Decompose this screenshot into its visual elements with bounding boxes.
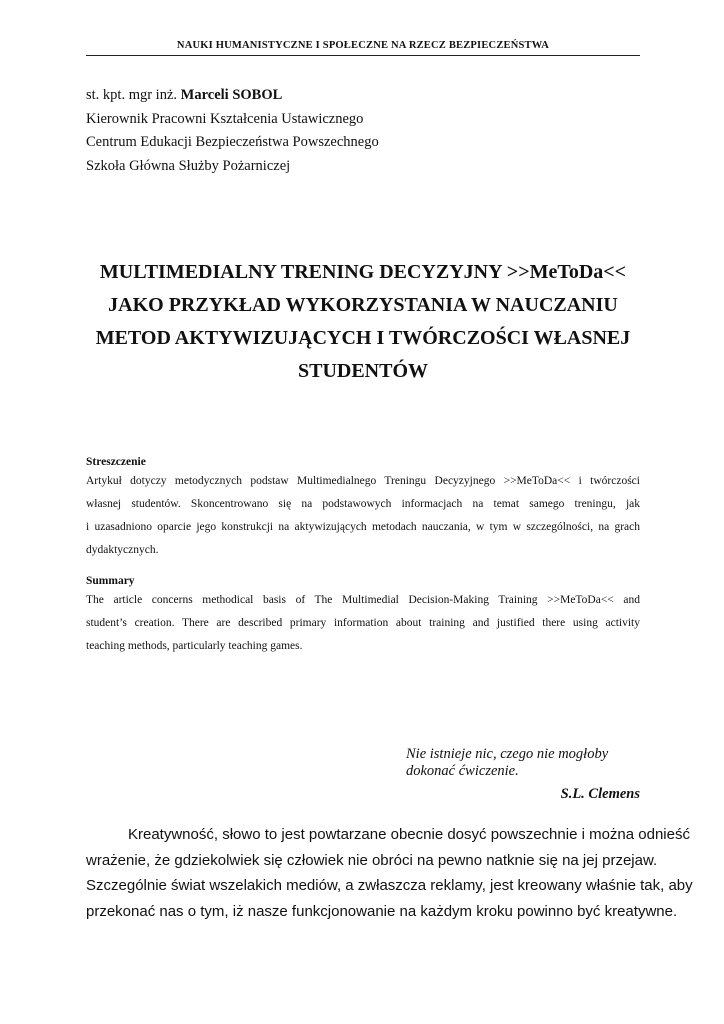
abstract-en-heading: Summary	[86, 575, 135, 587]
abstract-pl-line: Artykuł dotyczy metodycznych podstaw Multimedialnego Treningu Decyzyjnego >>MeToDa<< i twórczości	[86, 475, 640, 487]
abstract-pl-body	[86, 470, 640, 562]
abstract-pl-line: i uzasadniono oparcie jego konstrukcji na aktywizujących metodach nauczania, w tym w szczególności, na grach	[86, 521, 640, 533]
body-line: Szczególnie świat wszelakich mediów, a zwłaszcza reklamy, jest kreowany właśnie tak, aby	[86, 877, 693, 894]
epigraph	[406, 746, 640, 803]
abstract-english	[86, 573, 640, 658]
article-title	[86, 256, 640, 388]
author-prefix: st. kpt. mgr inż.	[86, 87, 181, 103]
title-line: STUDENTÓW	[297, 360, 429, 382]
body-paragraph	[86, 822, 693, 924]
affiliation-center: Centrum Edukacji Bezpieczeństwa Powszechnego	[86, 134, 379, 150]
author-line	[86, 84, 646, 108]
body-line: przekonać nas o tym, iż nasze funkcjonowanie na każdym kroku powinno być kreatywne.	[86, 902, 678, 920]
affiliation-position: Kierownik Pracowni Kształcenia Ustawicznego	[86, 110, 364, 127]
abstract-pl-line: własnej studentów. Skoncentrowano się na podstawowych informacjach na temat samego treningu, jak	[86, 498, 640, 510]
body-line: Kreatywność, słowo to jest powtarzane obecnie dosyć powszechnie i można odnieść	[128, 826, 690, 843]
affiliation-school: Szkoła Główna Służby Pożarniczej	[86, 157, 291, 174]
author-block	[86, 84, 646, 178]
title-line: JAKO PRZYKŁAD WYKORZYSTANIA W NAUCZANIU	[108, 294, 618, 316]
abstract-en-line: The article concerns methodical basis of The Multimedial Decision-Making Training >>MeToDa<< and	[86, 594, 640, 606]
abstract-en-line: student’s creation. There are described primary information about training and justified there using activity	[86, 617, 640, 629]
abstract-en-line: teaching methods, particularly teaching games.	[86, 640, 303, 652]
title-line: METOD AKTYWIZUJĄCYCH I TWÓRCZOŚCI WŁASNEJ	[95, 327, 631, 349]
title-line: MULTIMEDIALNY TRENING DECYZYJNY >>MeToDa<<	[99, 261, 627, 283]
abstract-pl-line: dydaktycznych.	[86, 544, 159, 556]
epigraph-author: S.L. Clemens	[560, 786, 640, 802]
body-line: wrażenie, że gdziekolwiek się człowiek nie obróci na pewno natknie się na jej przejaw.	[86, 851, 658, 869]
abstract-polish	[86, 454, 640, 562]
epigraph-line: dokonać ćwiczenie.	[406, 763, 519, 779]
author-name: Marceli SOBOL	[180, 87, 283, 103]
running-header: NAUKI HUMANISTYCZNE I SPOŁECZNE NA RZECZ BEZPIECZEŃSTWA	[86, 40, 640, 56]
abstract-pl-heading: Streszczenie	[86, 456, 146, 468]
abstract-en-body	[86, 589, 640, 658]
epigraph-line: Nie istnieje nic, czego nie mogłoby	[406, 746, 609, 762]
